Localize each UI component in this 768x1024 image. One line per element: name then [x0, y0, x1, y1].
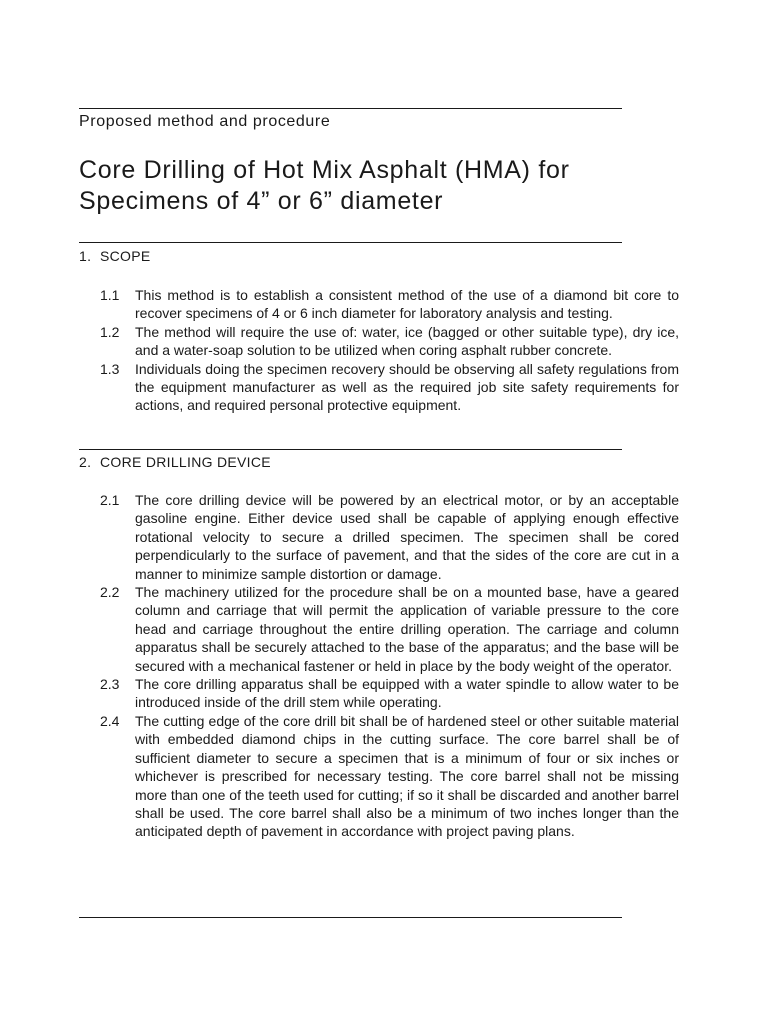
list-item — [100, 583, 680, 675]
item-text: The machinery utilized for the procedure shall be on a mounted base, have a geared column and carriage that will permit the application of variable pressure to the core head and carriage throughout the entire drilling operation. The carriage and column apparatus shall be securely attached to the base of the apparatus; and the base will be secured with a mechanical fastener or held in place by the body weight of the operator. — [135, 584, 679, 674]
item-number: 1.2 — [100, 323, 120, 340]
list-item — [100, 323, 680, 360]
section-title: SCOPE — [100, 248, 151, 264]
item-number: 2.2 — [100, 584, 120, 601]
item-text: This method is to establish a consistent method of the use of a diamond bit core to recover specimens of 4 or 6 inch diameter for laboratory analysis and testing. — [135, 287, 679, 322]
list-item — [100, 675, 680, 712]
document-title — [79, 155, 639, 217]
list-item — [100, 286, 680, 323]
title-line-2: Specimens of 4” or 6” diameter — [79, 187, 444, 215]
item-text: The method will require the use of: water, ice (bagged or other suitable type), dry ice, and a water-soap solution to be utilized when coring asphalt rubber concrete. — [135, 323, 679, 359]
section-divider-rule — [79, 449, 622, 450]
item-number: 1.1 — [100, 287, 120, 303]
list-item — [100, 712, 680, 841]
item-number: 2.1 — [100, 492, 120, 508]
item-number: 2.3 — [100, 676, 120, 693]
section-heading-core-drilling-device — [79, 454, 271, 470]
title-line-1: Core Drilling of Hot Mix Asphalt (HMA) for — [79, 156, 570, 184]
bottom-rule — [79, 917, 622, 918]
top-rule — [79, 108, 622, 109]
scope-items — [100, 286, 680, 415]
item-text: Individuals doing the specimen recovery should be observing all safety regulations from the equipment manufacturer as well as the required job site safety requirements for actions, and required personal protective equipment. — [135, 360, 679, 414]
item-number: 1.3 — [100, 360, 120, 377]
item-text: The core drilling device will be powered by an electrical motor, or by an acceptable gasoline engine. Either device used shall be capable of applying enough effective rotational velocity to secure a drilled specimen. The specimen shall be cored perpendicularly to the surface of pavement, and that the sides of the core are cut in a manner to minimize sample distortion or damage. — [135, 492, 679, 582]
section-heading-scope — [79, 248, 151, 264]
item-text: The cutting edge of the core drill bit shall be of hardened steel or other suitable material with embedded diamond chips in the cutting surface. The core barrel shall be of sufficient diameter to secure a specimen that is a minimum of four or six inches or whichever is prescribed for necessary testing. The core barrel shall not be missing more than one of the teeth used for cutting; if so it shall be discarded and another barrel shall be used. The core barrel shall also be a minimum of two inches longer than the anticipated depth of pavement in accordance with project paving plans. — [135, 712, 679, 840]
document-kicker: Proposed method and procedure — [79, 113, 331, 130]
item-number: 2.4 — [100, 712, 120, 729]
item-text: The core drilling apparatus shall be equipped with a water spindle to allow water to be introduced inside of the drill stem while operating. — [135, 676, 679, 711]
list-item — [100, 360, 680, 415]
list-item — [100, 491, 680, 583]
section-title: CORE DRILLING DEVICE — [100, 454, 271, 470]
title-bottom-rule — [79, 242, 622, 243]
core-drilling-device-items — [100, 491, 680, 841]
section-number: 2. — [79, 454, 92, 470]
section-number: 1. — [79, 248, 92, 264]
